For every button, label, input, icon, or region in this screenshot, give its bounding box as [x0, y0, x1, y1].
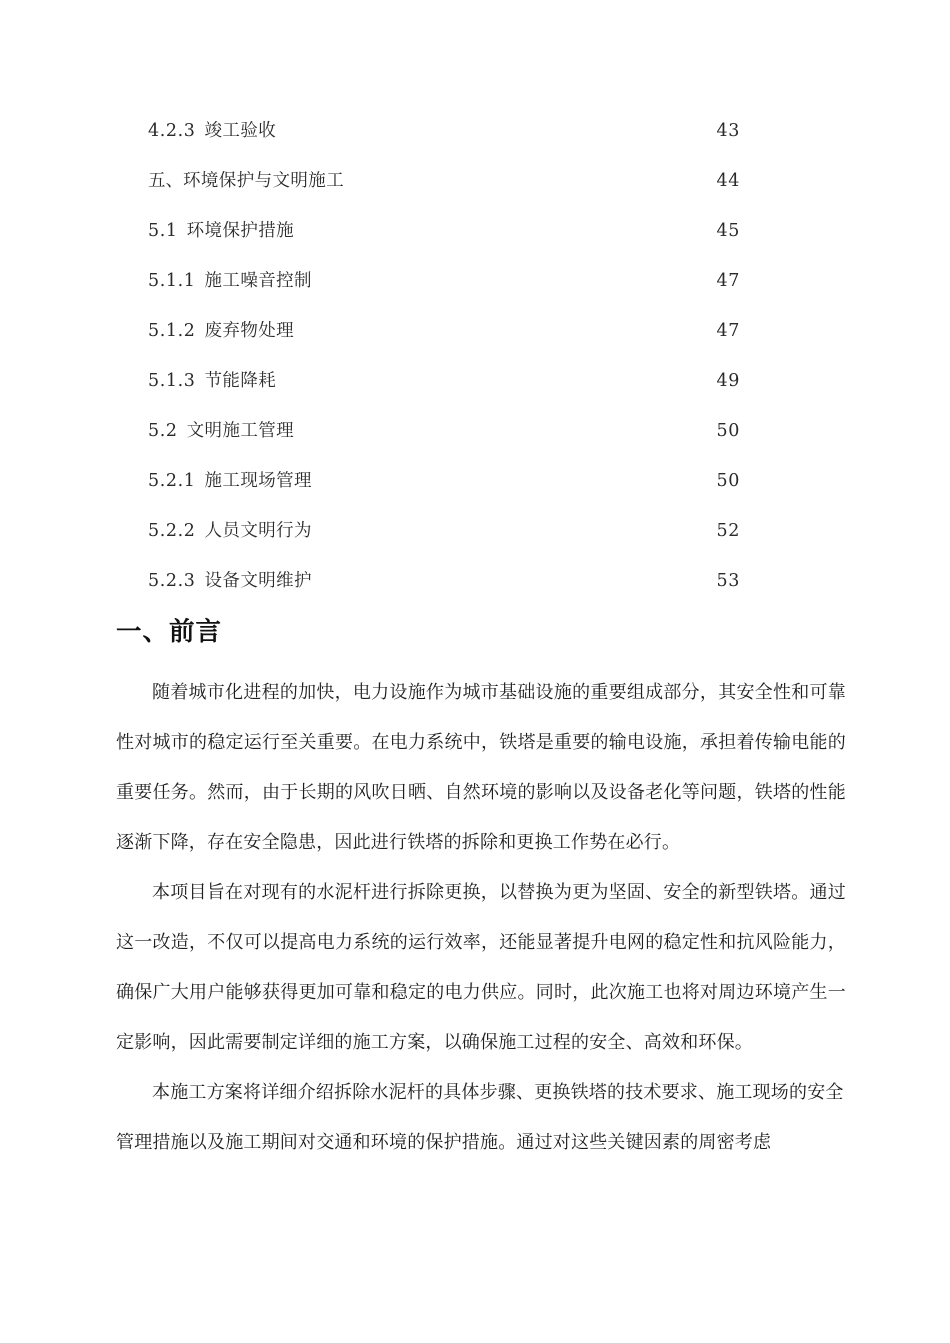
- toc-entry-page-number: 43: [716, 121, 740, 141]
- toc-entry-number: 5.1.2: [148, 321, 196, 341]
- toc-entry-number: 五、: [148, 171, 183, 191]
- toc-entry[interactable]: [148, 106, 740, 156]
- toc-entry-number: 5.2.2: [148, 521, 196, 541]
- body-paragraph: 随着城市化进程的加快，电力设施作为城市基础设施的重要组成部分，其安全性和可靠性对城市的稳定运行至关重要。在电力系统中，铁塔是重要的输电设施，承担着传输电能的重要任务。然而，由于长期的风吹日晒、自然环境的影响以及设备老化等问题，铁塔的性能逐渐下降，存在安全隐患，因此进行铁塔的拆除和更换工作势在必行。: [116, 682, 846, 853]
- body-paragraph: 本项目旨在对现有的水泥杆进行拆除更换，以替换为更为坚固、安全的新型铁塔。通过这一改造，不仅可以提高电力系统的运行效率，还能显著提升电网的稳定性和抗风险能力，确保广大用户能够获得更加可靠和稳定的电力供应。同时，此次施工也将对周边环境产生一定影响，因此需要制定详细的施工方案，以确保施工过程的安全、高效和环保。: [116, 882, 846, 1053]
- toc-entry-number: 5.2.1: [148, 471, 196, 491]
- body-content: [116, 668, 846, 1168]
- toc-entry-title: 废弃物处理: [204, 321, 295, 341]
- toc-entry-title: 竣工验收: [204, 121, 277, 141]
- toc-entry[interactable]: [148, 156, 740, 206]
- toc-entry-title: 设备文明维护: [204, 571, 312, 591]
- toc-entry-page-number: 49: [716, 371, 740, 391]
- toc-entry-number: 5.1: [148, 221, 178, 241]
- toc-entry-number: 5.1.3: [148, 371, 196, 391]
- toc-entry-page-number: 47: [716, 321, 740, 341]
- toc-entry-page-number: 53: [716, 571, 740, 591]
- toc-entry-page-number: 50: [716, 421, 740, 441]
- toc-entry-title: 节能降耗: [204, 371, 277, 391]
- toc-entry-page-number: 47: [716, 271, 740, 291]
- table-of-contents: [148, 106, 740, 606]
- toc-entry-page-number: 50: [716, 471, 740, 491]
- toc-entry-title: 文明施工管理: [186, 421, 295, 441]
- toc-entry[interactable]: [148, 306, 740, 356]
- toc-entry-number: 5.2.3: [148, 571, 196, 591]
- toc-entry-page-number: 52: [716, 521, 740, 541]
- toc-entry[interactable]: [148, 456, 740, 506]
- toc-dot-leader: [312, 569, 706, 587]
- toc-entry[interactable]: [148, 506, 740, 556]
- toc-entry[interactable]: [148, 256, 740, 306]
- toc-entry-number: 5.1.1: [148, 271, 196, 291]
- toc-dot-leader: [312, 269, 706, 287]
- toc-entry-number: 5.2: [148, 421, 178, 441]
- toc-dot-leader: [294, 419, 706, 437]
- page-title: 一、前言: [116, 617, 223, 647]
- toc-dot-leader: [312, 519, 706, 537]
- toc-dot-leader: [276, 369, 706, 387]
- toc-entry-page-number: 45: [716, 221, 740, 241]
- toc-dot-leader: [294, 319, 706, 337]
- toc-entry[interactable]: [148, 356, 740, 406]
- toc-entry-title: 环境保护措施: [186, 221, 295, 241]
- toc-entry-title: 环境保护与文明施工: [183, 171, 345, 191]
- toc-dot-leader: [294, 219, 706, 237]
- toc-entry[interactable]: [148, 406, 740, 456]
- toc-dot-leader: [276, 119, 706, 137]
- toc-dot-leader: [344, 169, 706, 187]
- toc-entry-title: 人员文明行为: [204, 521, 312, 541]
- toc-entry[interactable]: [148, 556, 740, 606]
- toc-entry-title: 施工噪音控制: [204, 271, 312, 291]
- toc-entry-title: 施工现场管理: [204, 471, 312, 491]
- toc-entry[interactable]: [148, 206, 740, 256]
- toc-entry-number: 4.2.3: [148, 121, 196, 141]
- body-paragraph: 本施工方案将详细介绍拆除水泥杆的具体步骤、更换铁塔的技术要求、施工现场的安全管理措施以及施工期间对交通和环境的保护措施。通过对这些关键因素的周密考虑: [116, 1082, 844, 1153]
- toc-dot-leader: [312, 469, 706, 487]
- toc-entry-page-number: 44: [716, 171, 740, 191]
